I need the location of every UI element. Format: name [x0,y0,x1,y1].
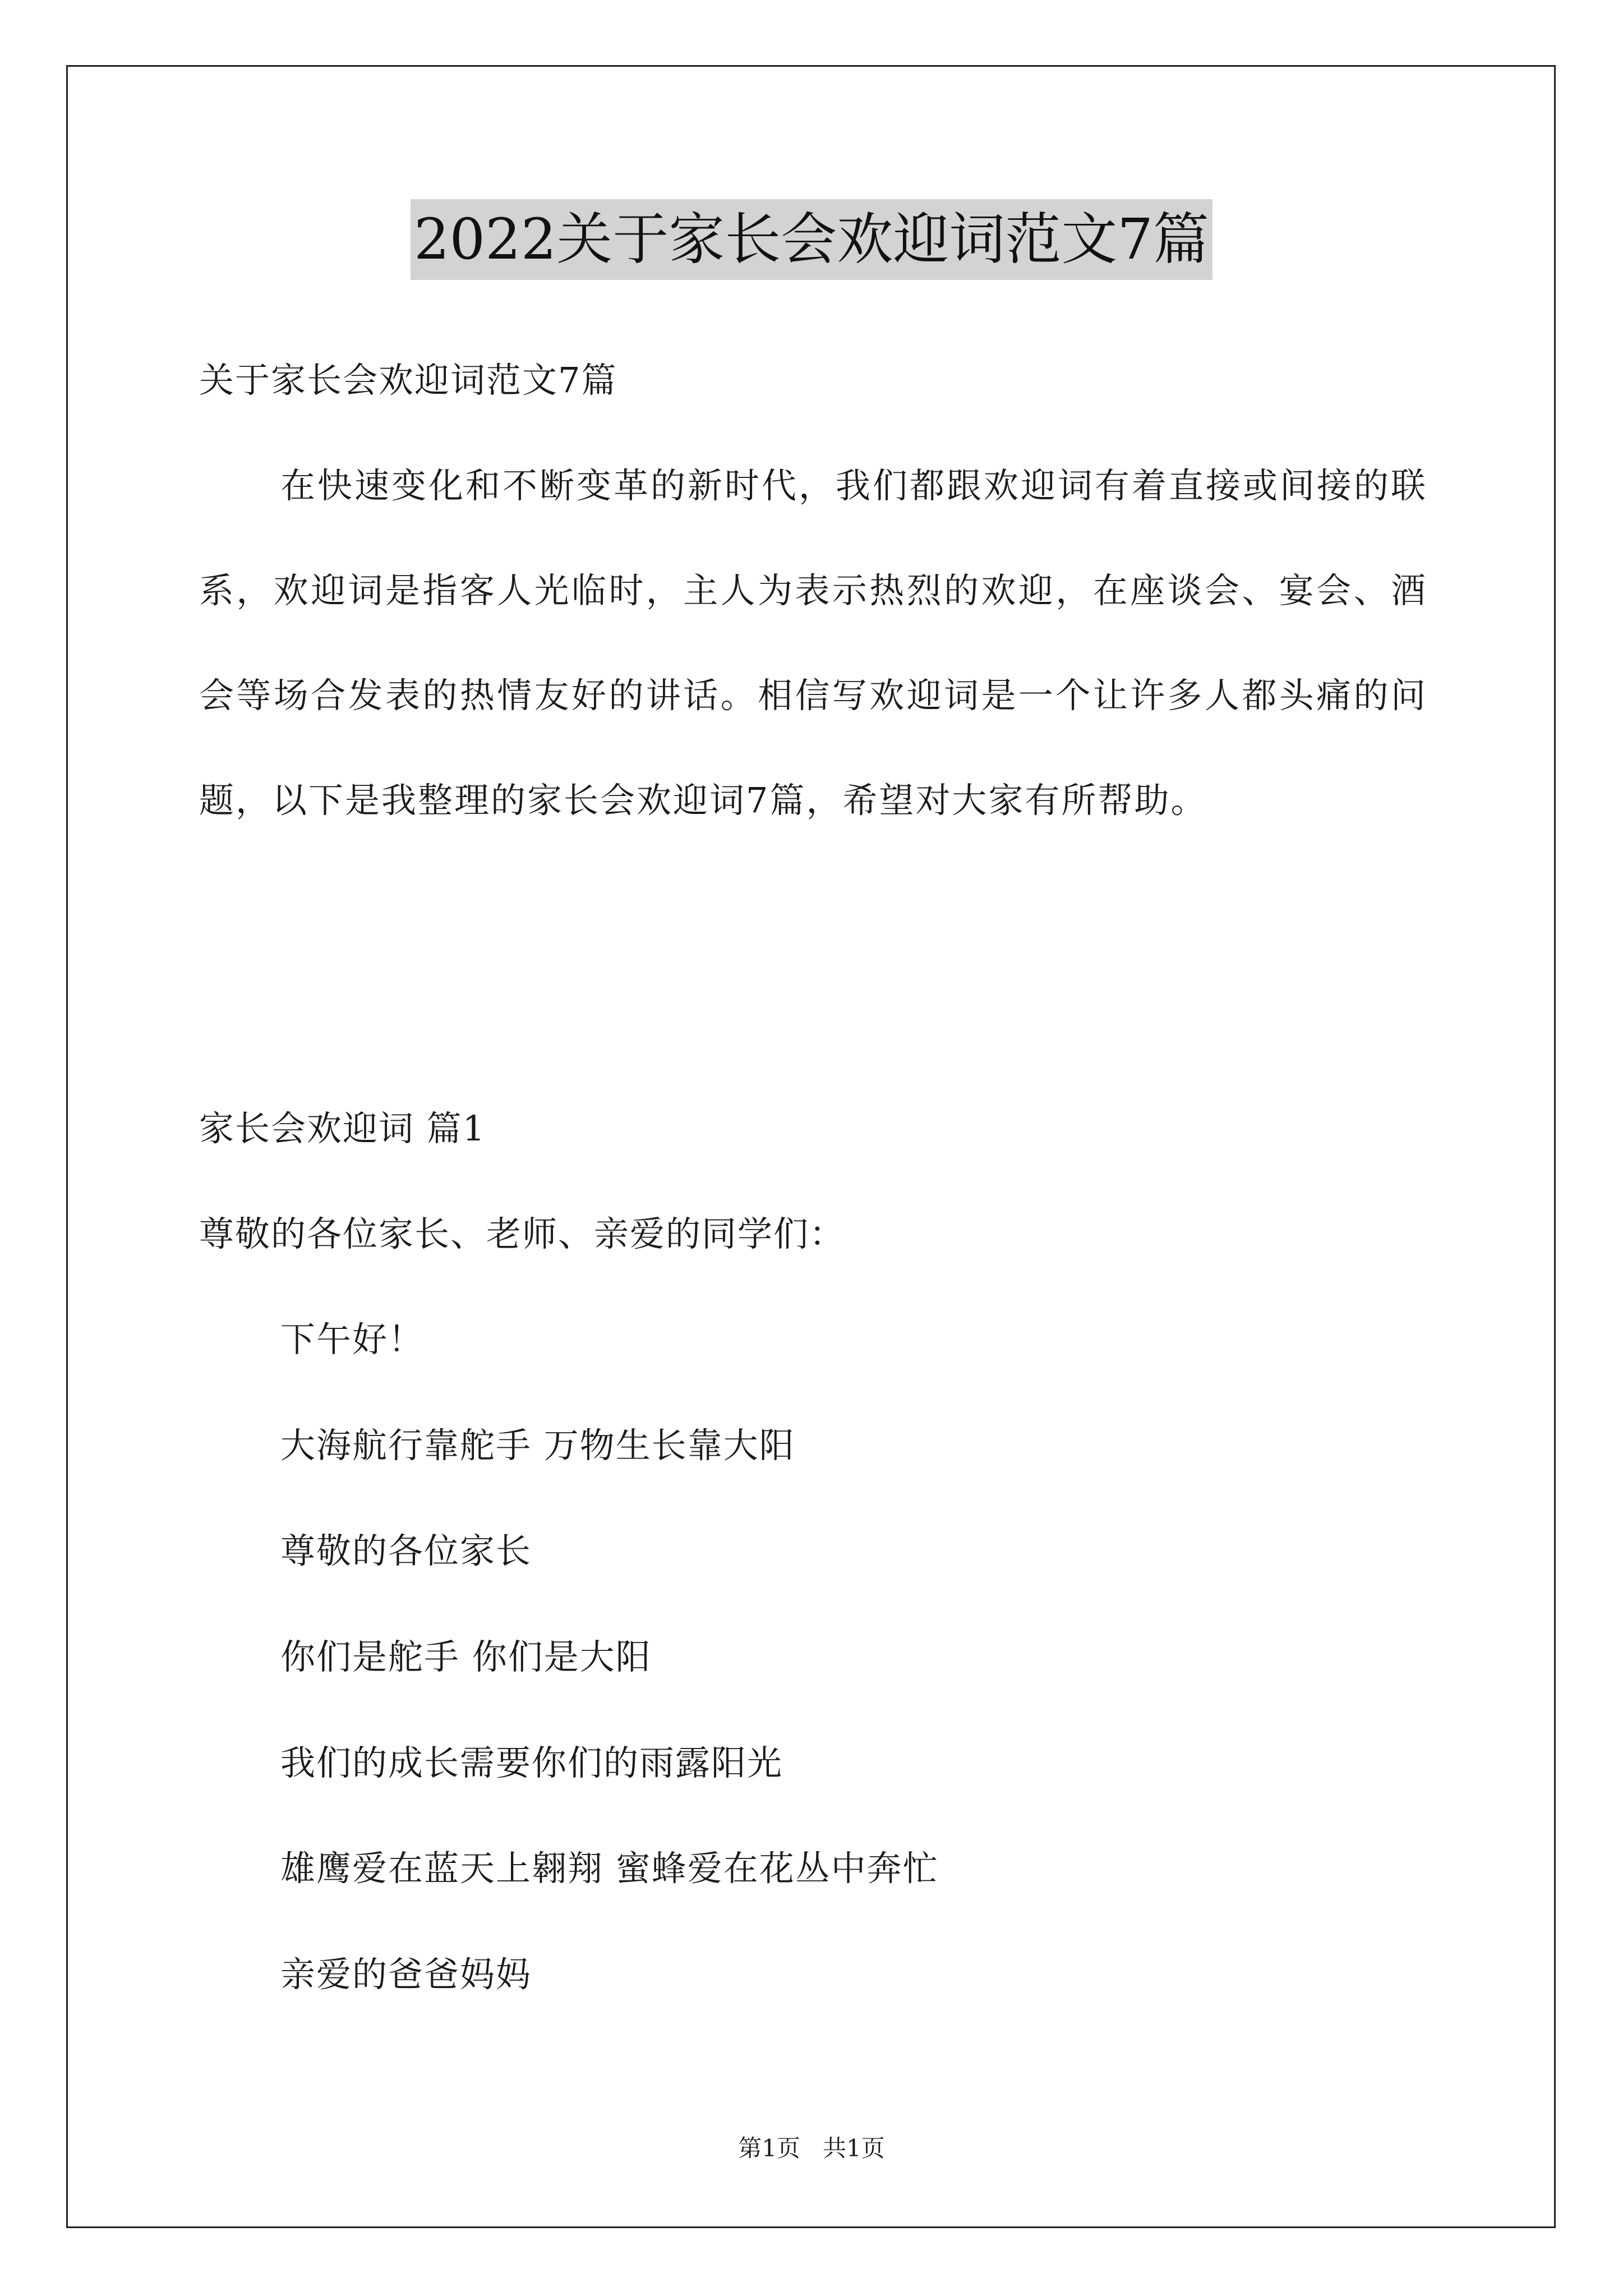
salutation: 尊敬的各位家长、老师、亲爱的同学们： [199,1213,846,1254]
body-line: 下午好！ [280,1319,425,1360]
body-line: 雄鹰爱在蓝天上翱翔 蜜蜂爱在花丛中奔忙 [280,1848,939,1889]
document-subtitle: 关于家长会欢迎词范文7篇 [199,360,617,401]
body-line: 大海航行靠舵手 万物生长靠大阳 [280,1425,795,1466]
body-line: 你们是舵手 你们是大阳 [280,1636,652,1677]
page-footer: 第1页 共1页 [738,2134,885,2162]
body-line: 我们的成长需要你们的雨露阳光 [280,1742,783,1783]
document-title: 2022关于家长会欢迎词范文7篇 [411,199,1212,280]
section-heading: 家长会欢迎词 篇1 [199,1108,486,1149]
body-line: 尊敬的各位家长 [280,1530,532,1571]
title-container [0,199,1623,280]
intro-paragraph: 在快速变化和不断变革的新时代，我们都跟欢迎词有着直接或间接的联系，欢迎词是指客人光临时，主人为表示热烈的欢迎，在座谈会、宴会、酒会等场合发表的热情友好的讲话。相信写欢迎词是一个让许多人都头痛的问题，以下是我整理的家长会欢迎词7篇，希望对大家有所帮助。 [199,465,1427,821]
body-line: 亲爱的爸爸妈妈 [280,1954,532,1995]
